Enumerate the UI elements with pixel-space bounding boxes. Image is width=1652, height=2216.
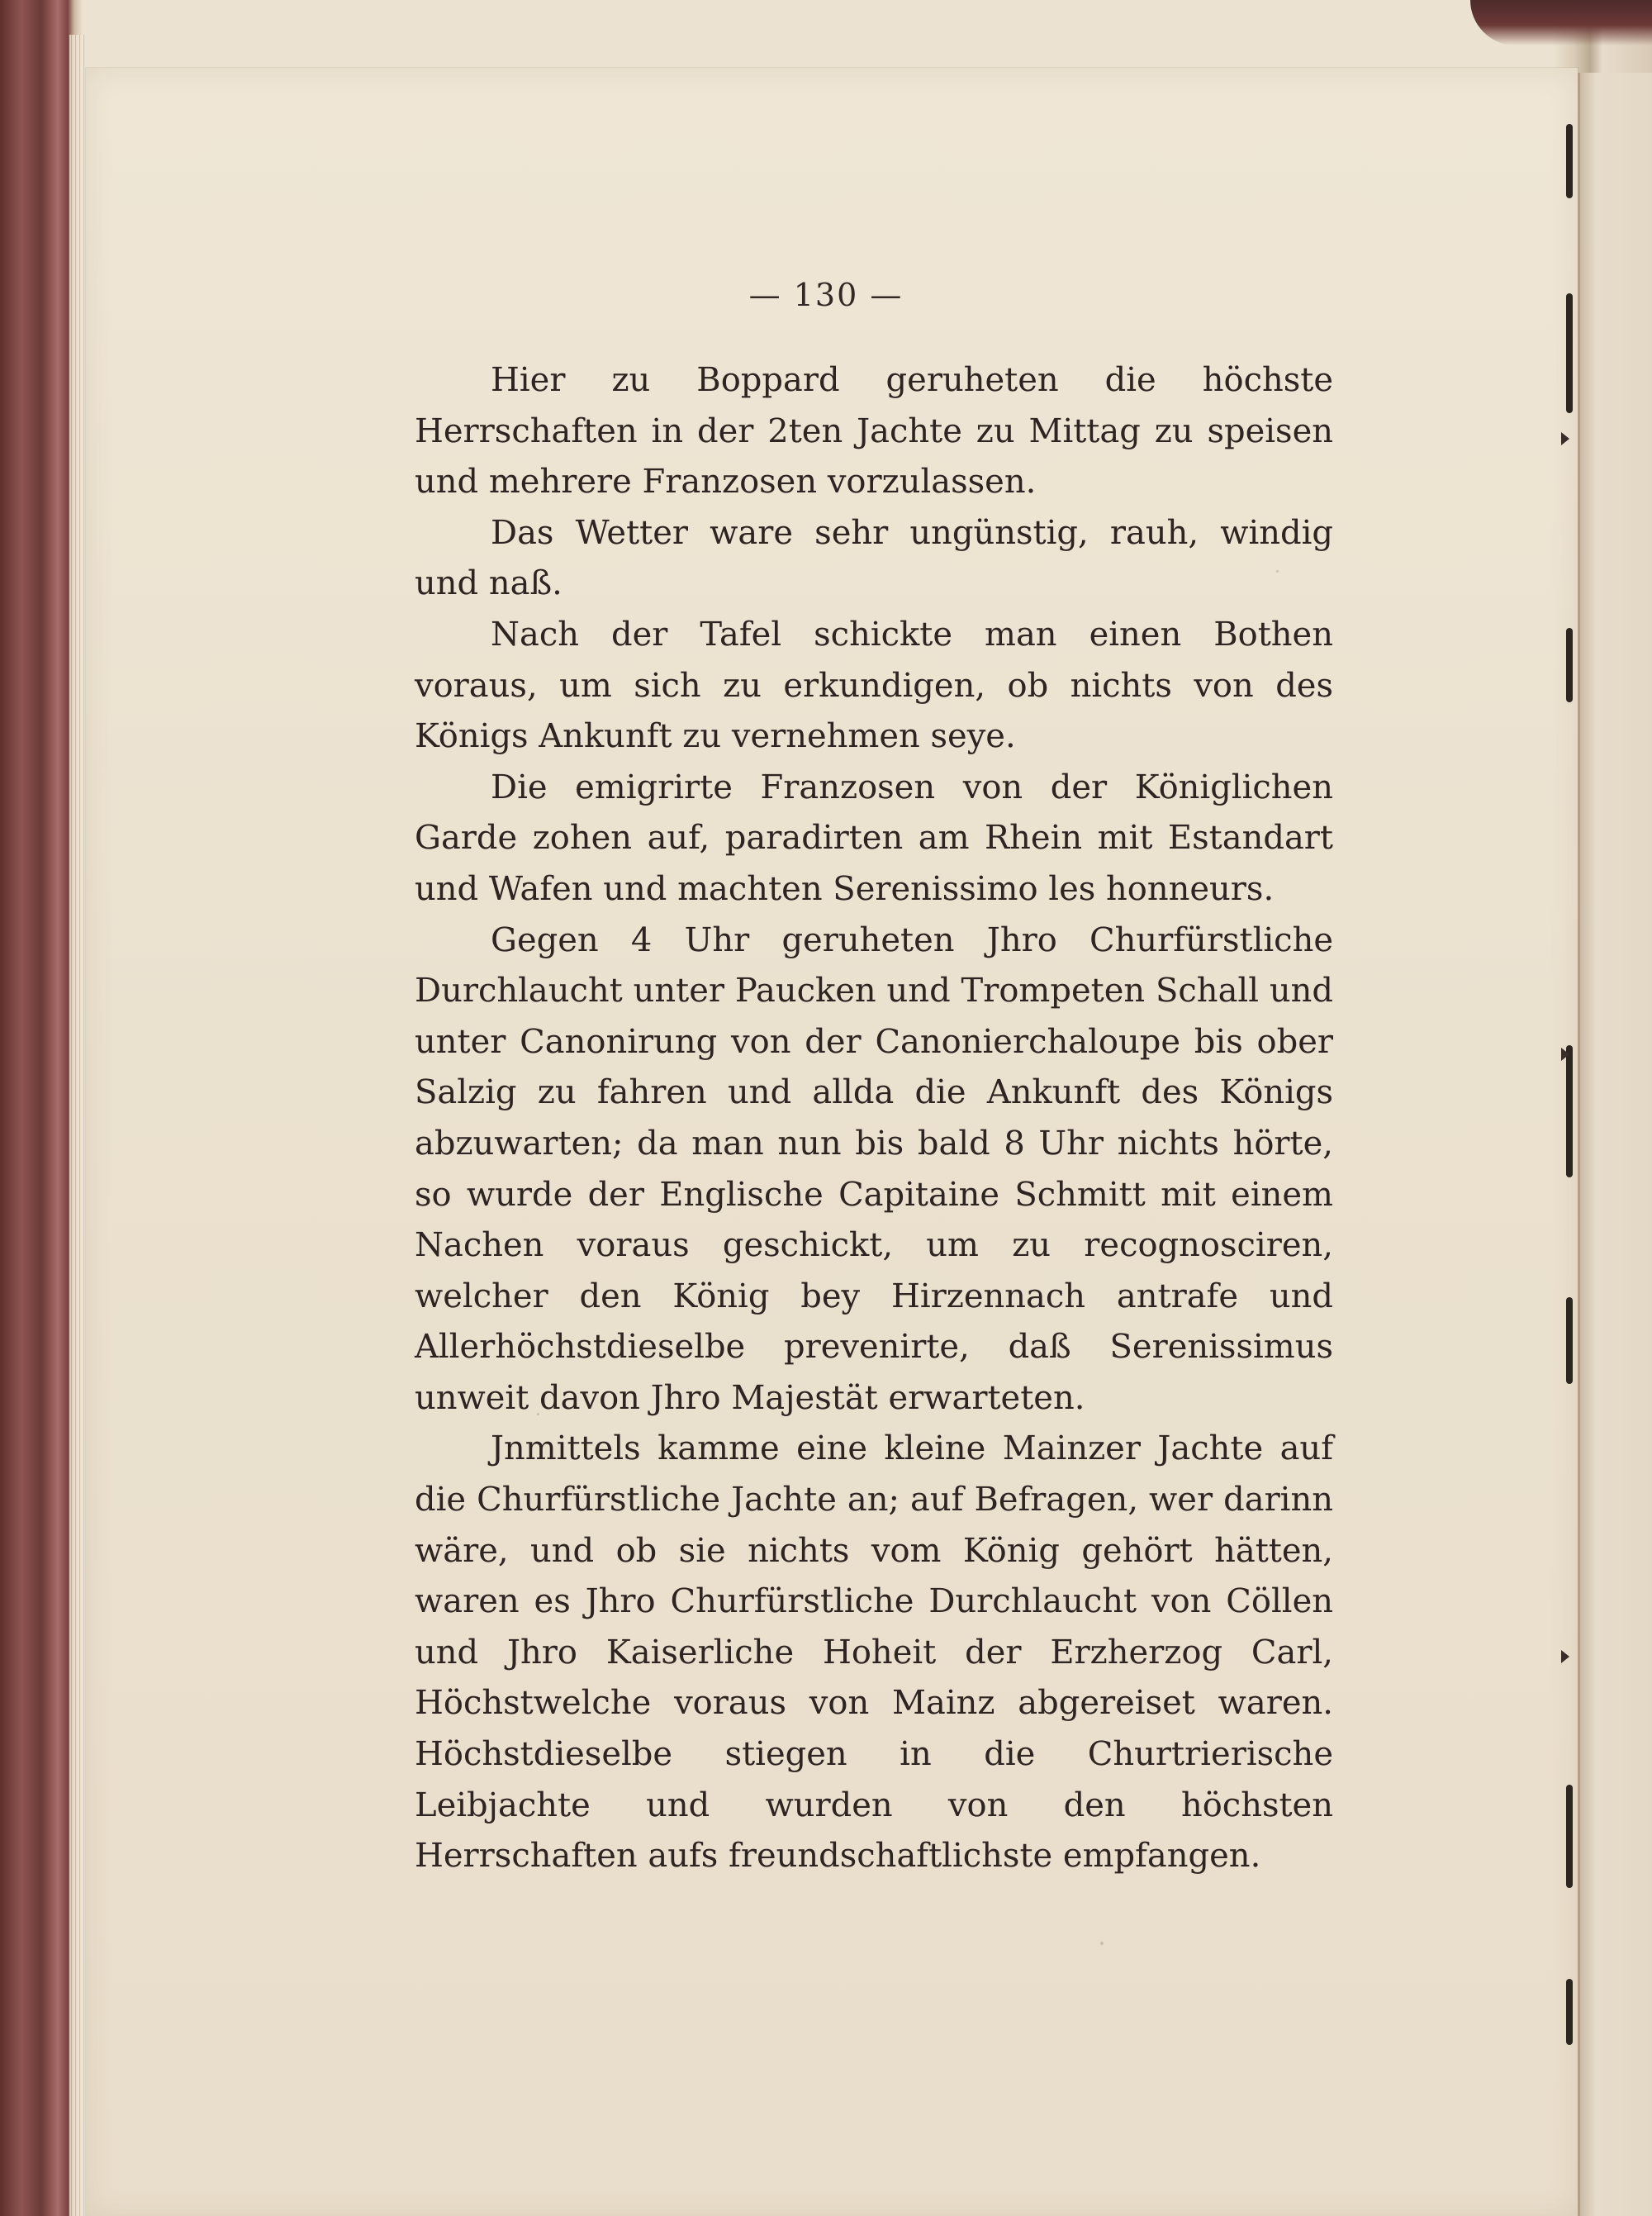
right-margin-tick bbox=[1561, 432, 1569, 445]
right-margin-mark bbox=[1566, 1297, 1573, 1384]
main-text bbox=[415, 355, 1333, 1882]
right-margin-mark bbox=[1566, 628, 1573, 702]
text-paragraph: Hier zu Boppard geruheten die höchste Herrschaften in der 2ten Jachte zu Mittag zu speisen und mehrere Franzosen vorzulassen. bbox=[415, 361, 1333, 502]
right-margin-mark bbox=[1566, 1785, 1573, 1888]
right-margin-mark bbox=[1566, 124, 1573, 198]
right-margin-tick bbox=[1561, 1048, 1569, 1061]
paper-speck bbox=[1100, 1942, 1104, 1945]
text-paragraph: Jnmittels kamme eine kleine Mainzer Jachte auf die Churfürstliche Jachte an; auf Befragen, wer darinn wäre, und ob sie nichts vom König gehört hätten, waren es Jhro Churfürstliche Durchlaucht von Cöllen und Jhro Kaiserliche Hoheit der Erzherzog Carl, Höchstwelche voraus von Mainz abgereiset waren. Höchstdieselbe stiegen in die Churtrierische Leibjachte und wurden von den höchsten Herrschaften aufs freundschaftlichste empfangen. bbox=[415, 1429, 1333, 1876]
paper-speck bbox=[1276, 570, 1279, 573]
left-page-edges bbox=[69, 35, 84, 2216]
paper-speck bbox=[537, 1413, 539, 1415]
text-paragraph: Das Wetter ware sehr ungünstig, rauh, windig und naß. bbox=[415, 513, 1333, 603]
facing-page-edge bbox=[1578, 73, 1652, 2216]
book-cover-corner bbox=[1470, 0, 1652, 45]
text-paragraph: Nach der Tafel schickte man einen Bothen voraus, um sich zu erkundigen, ob nichts von des Königs Ankunft zu vernehmen seye. bbox=[415, 615, 1333, 756]
text-paragraph: Gegen 4 Uhr geruheten Jhro Churfürstliche Durchlaucht unter Paucken und Trompeten Schall und unter Canonirung von der Canonierchaloupe bis ober Salzig zu fahren und allda die Ankunft des Königs abzuwarten; da man nun bis bald 8 Uhr nichts hörte, so wurde der Englische Capitaine Schmitt mit einem Nachen voraus geschickt, um zu recognosciren, welcher den König bey Hirzennach antrafe und Allerhöchstdieselbe prevenirte, daß Serenissimus unweit davon Jhro Majestät erwarteten. bbox=[415, 920, 1333, 1417]
right-margin-mark bbox=[1566, 1045, 1573, 1177]
page-number: — 130 — bbox=[748, 277, 904, 313]
text-paragraph: Die emigrirte Franzosen von der Königlichen Garde zohen auf, paradirten am Rhein mit Estandart und Wafen und machten Serenissimo les honneurs. bbox=[415, 768, 1333, 908]
right-margin-mark bbox=[1566, 1979, 1573, 2045]
right-margin-tick bbox=[1561, 1650, 1569, 1663]
